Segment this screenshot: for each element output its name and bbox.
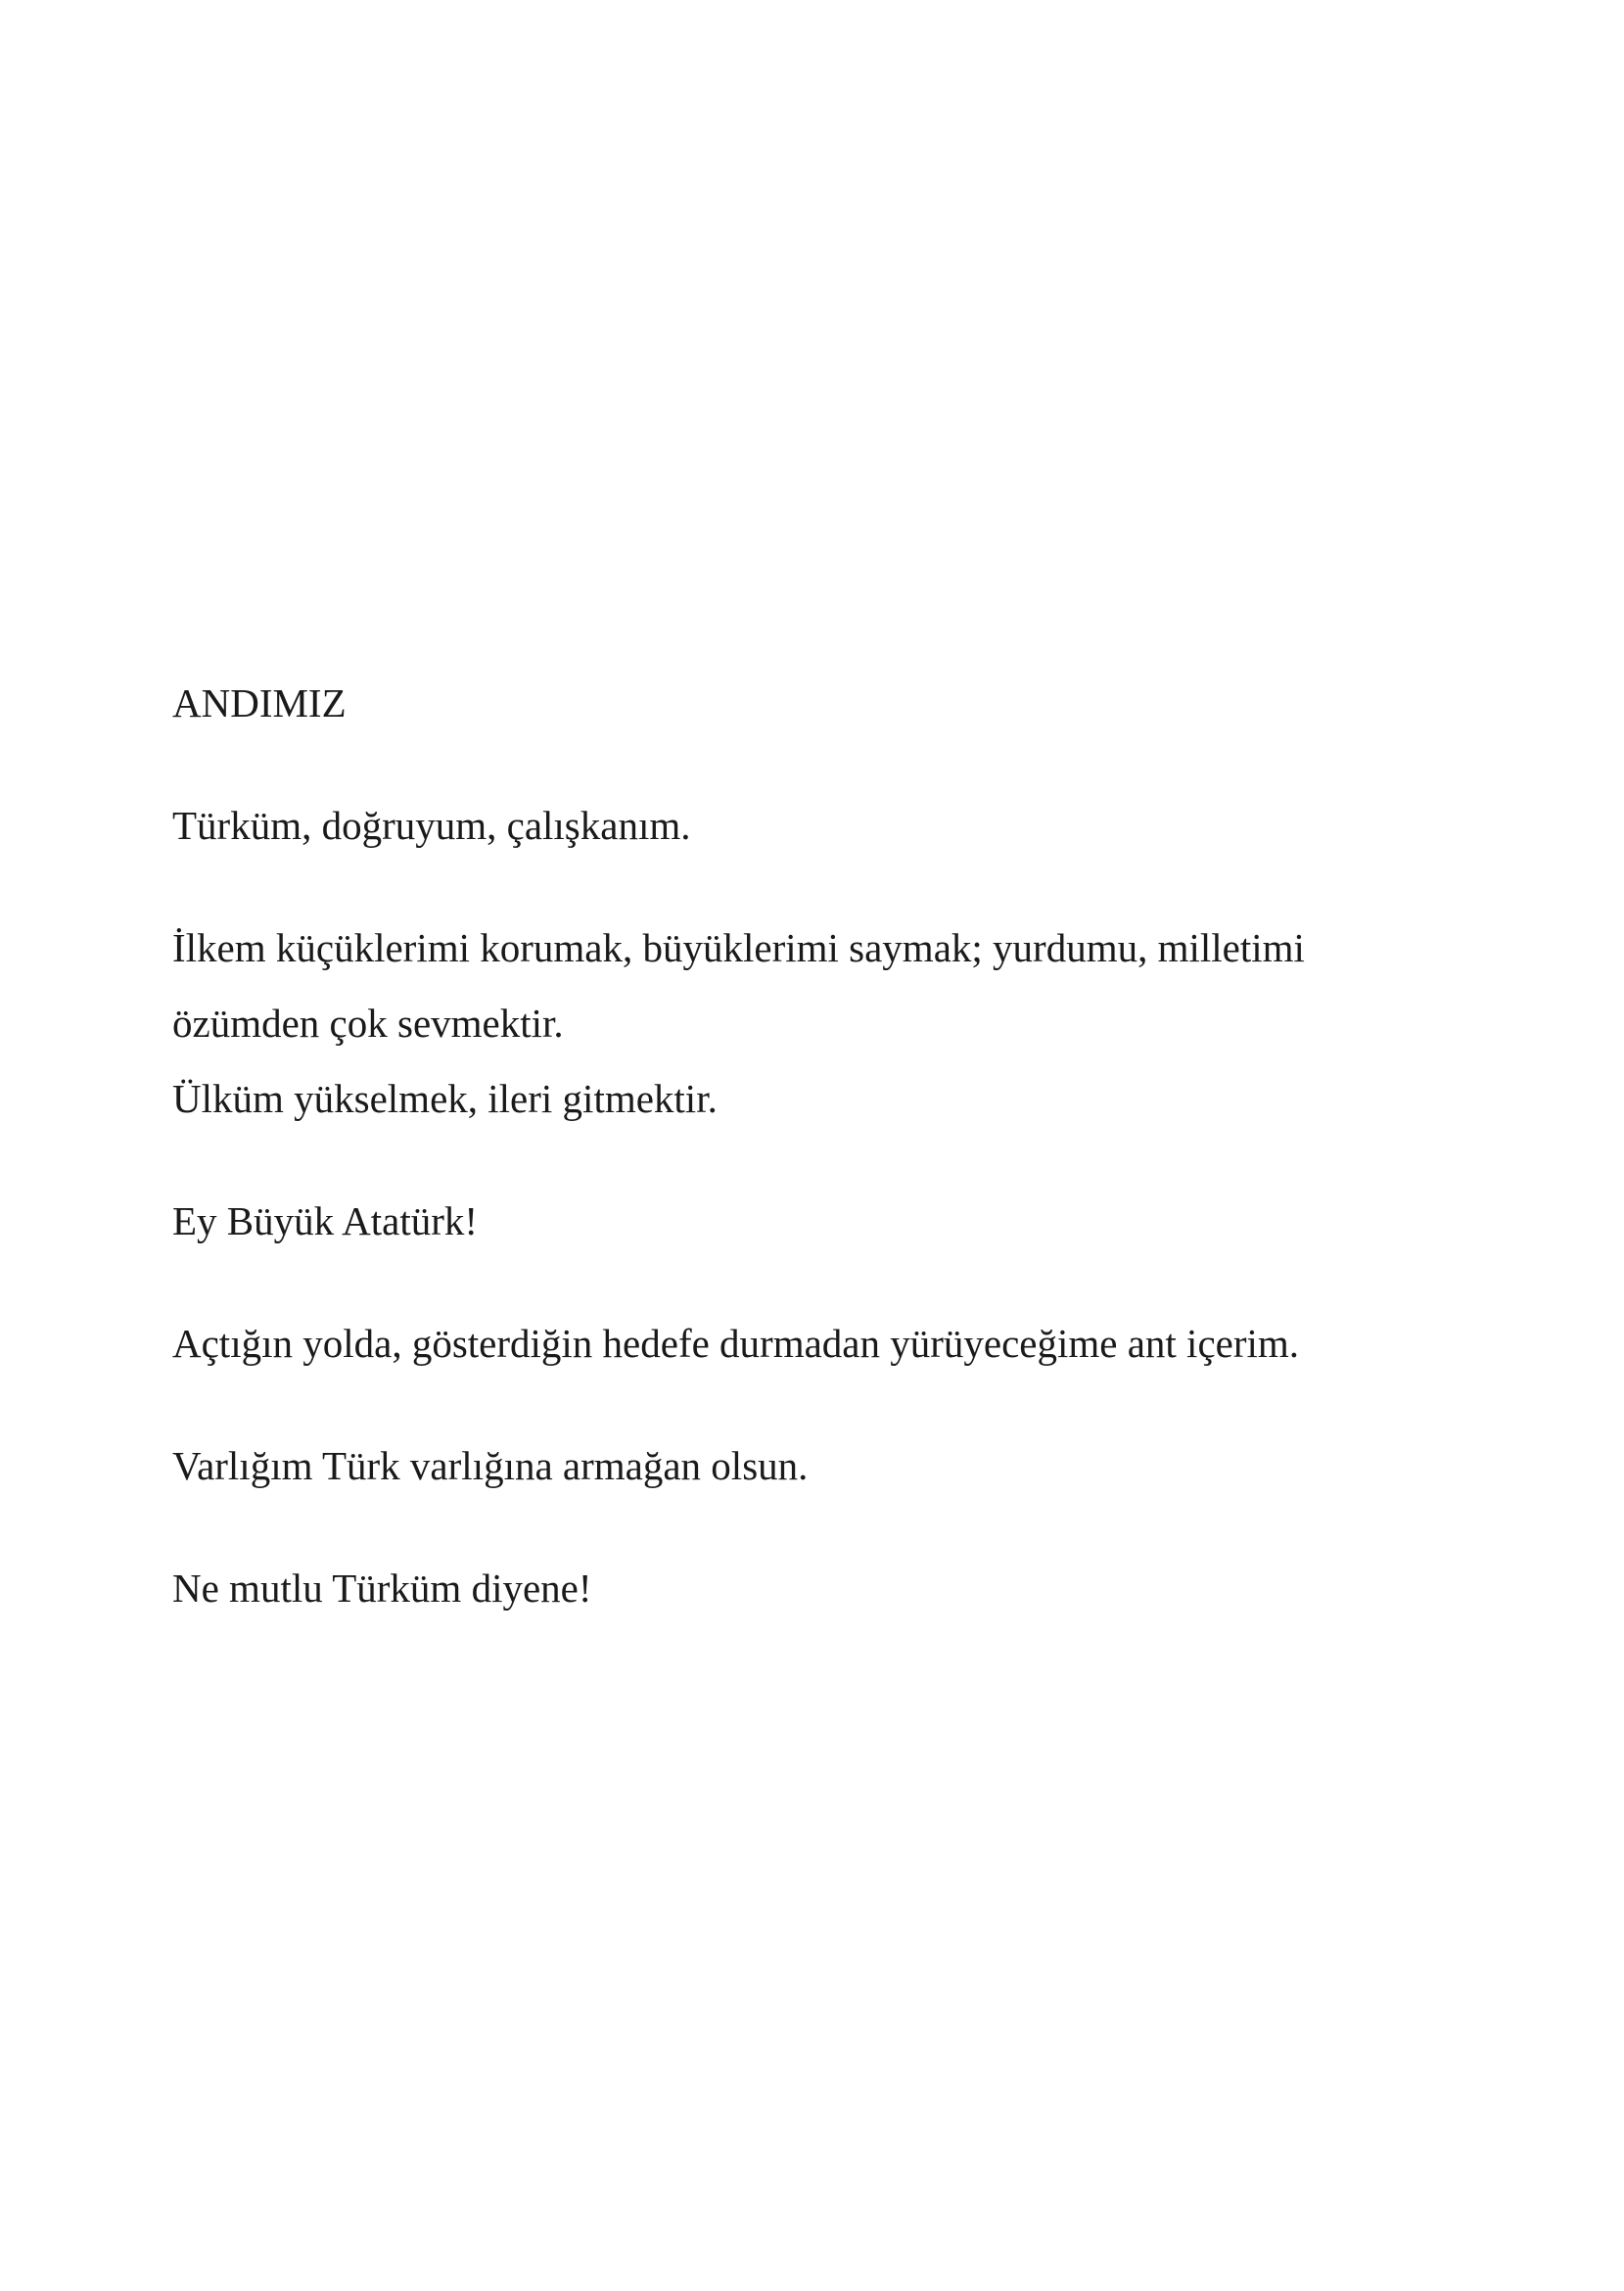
text-line-2: İlkem küçüklerimi korumak, büyüklerimi saymak; yurdumu, milletimi [172, 925, 1305, 970]
document-title: ANDIMIZ [172, 680, 347, 725]
document-body [172, 666, 1445, 1626]
text-line-7: Varlığım Türk varlığına armağan olsun. [172, 1443, 809, 1488]
text-line-6: Açtığın yolda, gösterdiğin hedefe durmadan yürüyeceğime ant içerim. [172, 1321, 1300, 1366]
text-line-1: Türküm, doğruyum, çalışkanım. [172, 803, 691, 848]
text-line-4: Ülküm yükselmek, ileri gitmektir. [172, 1076, 718, 1121]
text-line-3: özümden çok sevmektir. [172, 1001, 564, 1046]
text-line-5: Ey Büyük Atatürk! [172, 1198, 479, 1243]
text-line-8: Ne mutlu Türküm diyene! [172, 1566, 592, 1611]
